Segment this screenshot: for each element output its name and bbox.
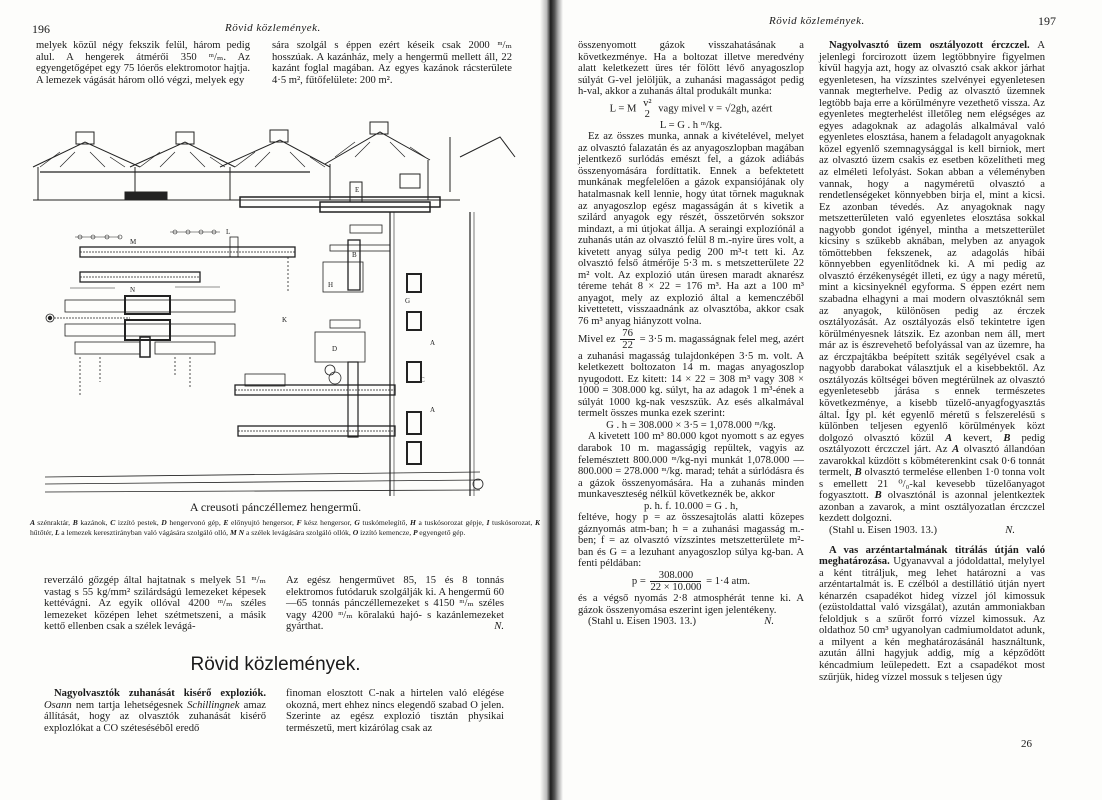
legend-text: tuskómelegítő,	[362, 518, 410, 527]
plan-label-E: E	[355, 186, 360, 194]
legend-text: egyengető gép.	[419, 528, 466, 537]
text: olvasztónál is azonnal jelentkeztek azonban a zavarok, a mint osztályozatlan érczczel kezdett dolgozni.	[819, 490, 1045, 525]
legend-text: a szélek levágására szolgáló ollók,	[246, 528, 353, 537]
numerator: 76	[622, 327, 633, 339]
legend-key: E	[223, 518, 232, 527]
machine-D	[315, 332, 365, 362]
legend-key: L	[55, 528, 62, 537]
legend-key: A	[30, 518, 38, 527]
plan-label-A: A	[430, 339, 436, 347]
text: = 3·5 m. magasságnak felel meg,	[639, 333, 781, 345]
legend-text: a lemezek keresztirányban való vágására szolgáló olló,	[61, 528, 230, 537]
preheat-C-2	[407, 442, 421, 464]
text: azért a zuhanási magasság tulajdonképen 3·5 m. volt. A keletkezett boltozaton 14 m. magas anyagoszlop nyugodott. Ez kitett: 14 × 22 = 308 m³ vagy 308 × 1000 = 308.000 kg. súlyt, ha az adagok 1 m³-ének a súlyát 1000 kg-nak veszszük. Az esés alkalmával termelt összes munka ezek szerint:	[578, 333, 805, 420]
legend-text: előnyujtó hengersor,	[231, 518, 297, 527]
article1-cited-author: Schillingnek	[187, 699, 240, 711]
legend-key: M N	[229, 528, 247, 537]
legend-key: O	[352, 528, 361, 537]
legend-key: I	[486, 518, 493, 527]
building-elevation	[33, 122, 515, 212]
running-head-left: Rövid közlemények.	[225, 22, 321, 34]
plan-label-G: G	[405, 297, 411, 305]
label-A: A	[952, 444, 960, 456]
fraction	[620, 328, 635, 351]
article3-text: Ugyanavval a jódoldattal, melylyel a ként titráljuk, meg lehet határozni a vas arzéntartalmát is. E czélból a destillátió útján nyert kénarzén csapadékot hideg vízzel jól kimossuk (ezüstoldattal való vizsgálat), azután ammoniakban feloldjuk s a szűrőt forró vízzel kimossuk. Az oldathoz 50 cm³ ugyanolyan cadmiumoldatot adunk, a milyent a kén meghatározásánál használtunk, azután állni hagyjuk addig, míg a képződött kéncadmium leülepedett. Ezt a csapadékot most szűrjük, hideg vízzel mossuk s teljesen úgy	[819, 556, 1045, 683]
left-mid-col2	[286, 575, 504, 633]
furnace-O-1	[125, 296, 170, 314]
formula-work	[578, 98, 804, 120]
section-title: Rövid közlemények.	[190, 654, 361, 675]
rolling-mill-drawing	[30, 112, 535, 496]
left-top-col2	[272, 40, 512, 86]
register	[350, 225, 382, 233]
article1-title: Nagyolvasztók zuhanását kisérő exploziók.	[54, 688, 266, 699]
preheat-C-1	[407, 412, 421, 434]
label-A: A	[945, 432, 953, 444]
rolling-mill-figure	[30, 112, 535, 496]
label-B: B	[1003, 432, 1011, 444]
paragraph	[286, 575, 504, 633]
legend-key: C	[110, 518, 118, 527]
numerator: v²	[643, 97, 652, 109]
article1-text: amaz állítását, hogy az olvasztók zuhanását kisérő explozlókat a CO szétesésébõl eredő	[44, 699, 266, 734]
formula-total-work: G . h = 308.000 × 3·5 = 1,078.000 ᵐ/kg.	[606, 419, 776, 431]
legend-text: kazánok,	[80, 518, 111, 527]
text: olvasztó termelése ellenben 1·0 tonna volt s emellett 21 ⁰/₀-kal kevesebb tüzelőanyagot fogyasztott.	[819, 467, 1045, 502]
plan-label-C: C	[420, 376, 425, 384]
legend-key: K	[534, 518, 541, 527]
formula-part: p =	[631, 575, 646, 587]
roller-tables	[70, 230, 220, 288]
plan-label-H: H	[328, 281, 334, 289]
article3-title: A vas arzéntartalmának titrálás útján való meghatározása.	[819, 544, 1045, 568]
figure-caption: A creusoti pánczéllemez hengermű.	[189, 500, 362, 514]
plan-label-D: D	[332, 345, 338, 353]
article2-paragraph	[819, 40, 1045, 525]
fraction	[641, 98, 653, 120]
plan-label-K: K	[282, 316, 288, 324]
article1-text: nem tartja lehetségesnek	[71, 699, 188, 711]
legend-key: G	[354, 518, 363, 527]
legend-key: D	[161, 518, 170, 527]
article1-col2	[286, 688, 504, 734]
source-citation: (Stahl u. Eisen 1903. 13.)	[829, 524, 937, 536]
figure-legend	[30, 518, 540, 538]
right-col2	[819, 40, 1045, 683]
left-top-col1	[36, 40, 250, 86]
article2-text: A jelenlegi forcirozott üzem legtöbbnyire figyelmen kívül hagyja azt, hogy az olvasztó csak akkor járhat egyenletesen, ha vízszintes szelvényei egyenletesen vannak megterhelve. Pedig az olvasztó üzemnek legtöbb baja erre a körülményre vezethető vissza. Az egyenletes megterhelést illetőleg nem elégséges az egyes adagoknak az adagolás alkalmával való egyenletes elosztása, hanem a feladagolt anyagoknak közel egyenlő szemnagysággal is kell birniok, mert az olvasztó üzem csakis ez esetben közelítheti meg az elméleti lefolyást. Sokan abban a véleményben vannak, hogy a nagyméretű olvasztó a rendetlenségeket könnyebben birja el, mint a kicsi. Ez azonban tévedés. Az anyagoknak nagy metszetterületen való egyenletes elosztása sokkal nagyobb gondot igényel, mintha a metszetterület kicsiny s szűkebb aknában, melyben az anyagok tömöttebben fekszenek, az adagolás hibái könnyebben egyenlítődnek ki. A mi pedig az olvasztó érzékenységét illeti, ez úgy a nagy méretű, mint a kicsinyeknél egyforma. S éppen ezért nem szabadna elhagyni a mai modern olvasztóknál sem az anyagok, különösen pedig az érczek osztályozását. Az osztályozás első tekintetre igen körülményesnek látszik. Ez azonban nem áll, mert már az is észrevehető befolyással van az üzemre, ha az érczpajtákba beépített sziták segélyével csak a nagyobb darabokat választjuk el a kisebbektől. Az osztályozás költségei bőven megtérülnek az olvasztó egyenletesebb járása s ennek természetes következménye, a kisebb tüzelő-anyagfogyasztás által. Így pl. két egyenlő méretű s felszerelésű s különben teljesen egyenlő körülmények közt dolgozó olvasztó közül	[819, 40, 1045, 444]
page-number-left: 196	[32, 22, 50, 36]
furnace-row-2	[65, 324, 235, 336]
legend-key: P	[413, 528, 420, 537]
text: pedig osztályozott érczczel járt. Az	[819, 432, 1045, 456]
legend-text: tuskósorozat,	[492, 518, 535, 527]
plan-label-A2: A	[430, 406, 436, 414]
signature: N.	[764, 616, 774, 628]
signature-mark: 26	[1021, 738, 1032, 750]
legend-text: hűtőtér,	[30, 528, 56, 537]
numerator: 308.000	[650, 570, 701, 582]
formula-part: vagy mivel v = √2gh, azért	[658, 103, 773, 115]
label-B: B	[854, 467, 862, 479]
plan-label-B: B	[352, 251, 357, 259]
article3-paragraph	[819, 545, 1045, 684]
article1-author: Osann	[44, 699, 72, 711]
source-citation: (Stahl u. Eisen 1903. 13.)	[588, 616, 696, 628]
roof-truss-4	[325, 132, 430, 164]
paragraph: melyek közül négy fekszik felül, három pedig alul. A hengerek átmérői 350 ᵐ/ₘ. Az egyengetőgépet egy 75 lóerős elektromotor hajtja. A lemezek vágását három olló végzi, melyek egy	[36, 40, 250, 86]
formula-pressure: p. h. f. 10.000 = G . h,	[644, 500, 738, 512]
source-line	[578, 616, 804, 628]
paragraph: reverzáló gőzgép által hajtatnak s melyek 51 ᵐ/ₘ vastag s 55 kg/mm² szilárdságú lemezeket képesek kettévágni. Az egyik ollóval 4200 ᵐ/ₘ széles lemezeket középen lehet szétmetszeni, a másik kettő ellenben csak a szélek levágá-	[44, 575, 266, 633]
roof-truss-1	[33, 142, 140, 167]
paragraph: finoman elosztott C-nak a hirtelen való elégése okozná, mert ehhez nincs elegendő szabad O jelen. Szerinte az egész explozió tisztán physikai természetű, mert kizárólag csak az	[286, 688, 504, 734]
paragraph: sára szolgál s éppen ezért késeik csak 2000 ᵐ/ₘ hosszúak. A kazánház, mely a hengermű mellett áll, 22 kazánt foglal magában. Az egyes kazánok rácsterülete 4·5 m², fűtőfelülete: 200 m².	[272, 40, 512, 86]
article2-title: Nagyolvasztó üzem osztályozott érczczel.	[829, 40, 1030, 51]
label-B: B	[874, 490, 882, 502]
legend-text: a tuskósorozat gépje,	[418, 518, 487, 527]
book-gutter-left	[540, 0, 551, 800]
paragraph: feltéve, hogy p = az összesajtolás alatti közepes gáznyomás atm-ban; h = a zuhanási magasság m.-ben; f = az olvasztó vízszintes metszetterülete m²-ban és G = a lezuhant anyagoszlop súlya kg-ban. A fenti példában:	[578, 512, 804, 570]
fraction	[650, 570, 701, 593]
text: olvasztó állandóan zavarokkal küzdött s köbméterenkint csak 0·6 tonnát termelt,	[819, 444, 1045, 479]
formula-work-2: L = G . h ᵐ/kg.	[659, 119, 723, 131]
plan-label-M: M	[130, 238, 137, 246]
source-line	[819, 525, 1045, 537]
right-page	[551, 0, 1102, 800]
legend-text: szénraktár,	[37, 518, 73, 527]
legend-text: hengervonó gép,	[169, 518, 224, 527]
paragraph: és a végső nyomás 2·8 atmosphérát tenne ki. A gázok összenyomása eszerint igen jelentékeny.	[578, 592, 804, 616]
preheat-G	[407, 274, 421, 292]
paragraph-text: Az egész hengerművet 85, 15 és 8 tonnás elektromos futódaruk szolgálják ki. A hengermű 60—65 tonnás pánczéllemezeket s 4150 ᵐ/ₘ széles vagy 4200 ᵐ/ₘ köralakú hajó- s kazánlemezeket gyárthat.	[286, 575, 504, 633]
legend-text: izzító pestek,	[117, 518, 162, 527]
right-col1	[578, 40, 804, 628]
page-number-right: 197	[1038, 14, 1056, 28]
signature: N.	[1005, 524, 1015, 536]
roof-truss-5	[460, 137, 515, 157]
article1-paragraph	[44, 688, 266, 734]
text: Mivel ez	[578, 333, 616, 345]
roof-truss-3	[220, 140, 330, 167]
plan-view	[45, 212, 483, 496]
left-mid-col1	[44, 575, 266, 633]
legend-key: F	[296, 518, 305, 527]
plan-label-L: L	[226, 228, 231, 236]
denominator: 2	[644, 108, 650, 120]
paragraph: A kivetett 100 m³ 80.000 kgot nyomott s az egyes darabok 10 m. magasságig repültek, vagyis az felemésztett 800.000 ᵐ/kg-nyi munkát 1,078.000 — 800.000 = 278.000 ᵐ/kg. marad; tehát a súrlódásra és a gázok összenyomására. Ha a zuhanás minden munkaveszteség nélkül következnék be, akkor	[578, 431, 804, 501]
furnace-row-1	[65, 300, 235, 312]
paragraph: összenyomott gázok visszahatásának a következménye. Ha a boltozat illetve meredvény alatt keletkezett üres tér fölött lévő anyagoszlop súlyát G-vel jelöljük, a zuhanási magasságot pedig h-val, akkor a zuhanás által produkált munka:	[578, 40, 804, 98]
plan-label-N: N	[130, 286, 136, 294]
paragraph	[578, 328, 804, 420]
legend-key: H	[409, 518, 419, 527]
text: kevert,	[952, 432, 1004, 444]
legend-text: izzító kemencze,	[360, 528, 414, 537]
formula-p-result	[578, 570, 804, 593]
legend-key: B	[72, 518, 81, 527]
legend-text: kész hengersor,	[304, 518, 355, 527]
roll-train-E	[80, 247, 295, 257]
article1-col1	[44, 688, 266, 734]
formula-part: L = M	[609, 103, 637, 115]
paragraph: Ez az összes munka, annak a kivételével, melyet az olvasztó falazatán és az anyagoszlopban magában jelentkező surlódás emészt fel, a gázok adiábás összenyomására fordíttatik. Ennek a befektetett munkának megfelelően a gázok expansiójának oly hatalmasnak kell lennie, hogy útat törnek maguknak az anyagoszlop egész magasságán át s kivetik a szilárd anyagok egy részét, összetörvén sokszor mindazt, a mi útjokat állja. A seraingi explozíónál a zuhanás után az olvasztó felül 8 m.-nyire üres volt, a kivetett anyag súlya pedig 200 m³-t tett ki. Az olvasztó felső átmérője 5·3 m. s metszetterülete 22 m² volt. Az explozió után üresen maradt aknarész téreme tehát 8 × 22 = 176 m³. Ha azt a 100 m³ anyagot, mely az explozió által a kemenczéből kivettetett, visszaadnánk az olvasztóba, akkor csak 76 m³ anyag hiányzott volna.	[578, 131, 804, 328]
book-gutter-right	[551, 0, 563, 800]
formula-part: = 1·4 atm.	[706, 575, 751, 587]
turntable	[473, 479, 483, 489]
running-head-right: Rövid közlemények.	[769, 15, 865, 27]
signature: N.	[494, 621, 504, 633]
boiler-B	[400, 174, 420, 188]
denominator: 22	[622, 339, 633, 351]
denominator: 22 × 10.000	[650, 581, 702, 593]
